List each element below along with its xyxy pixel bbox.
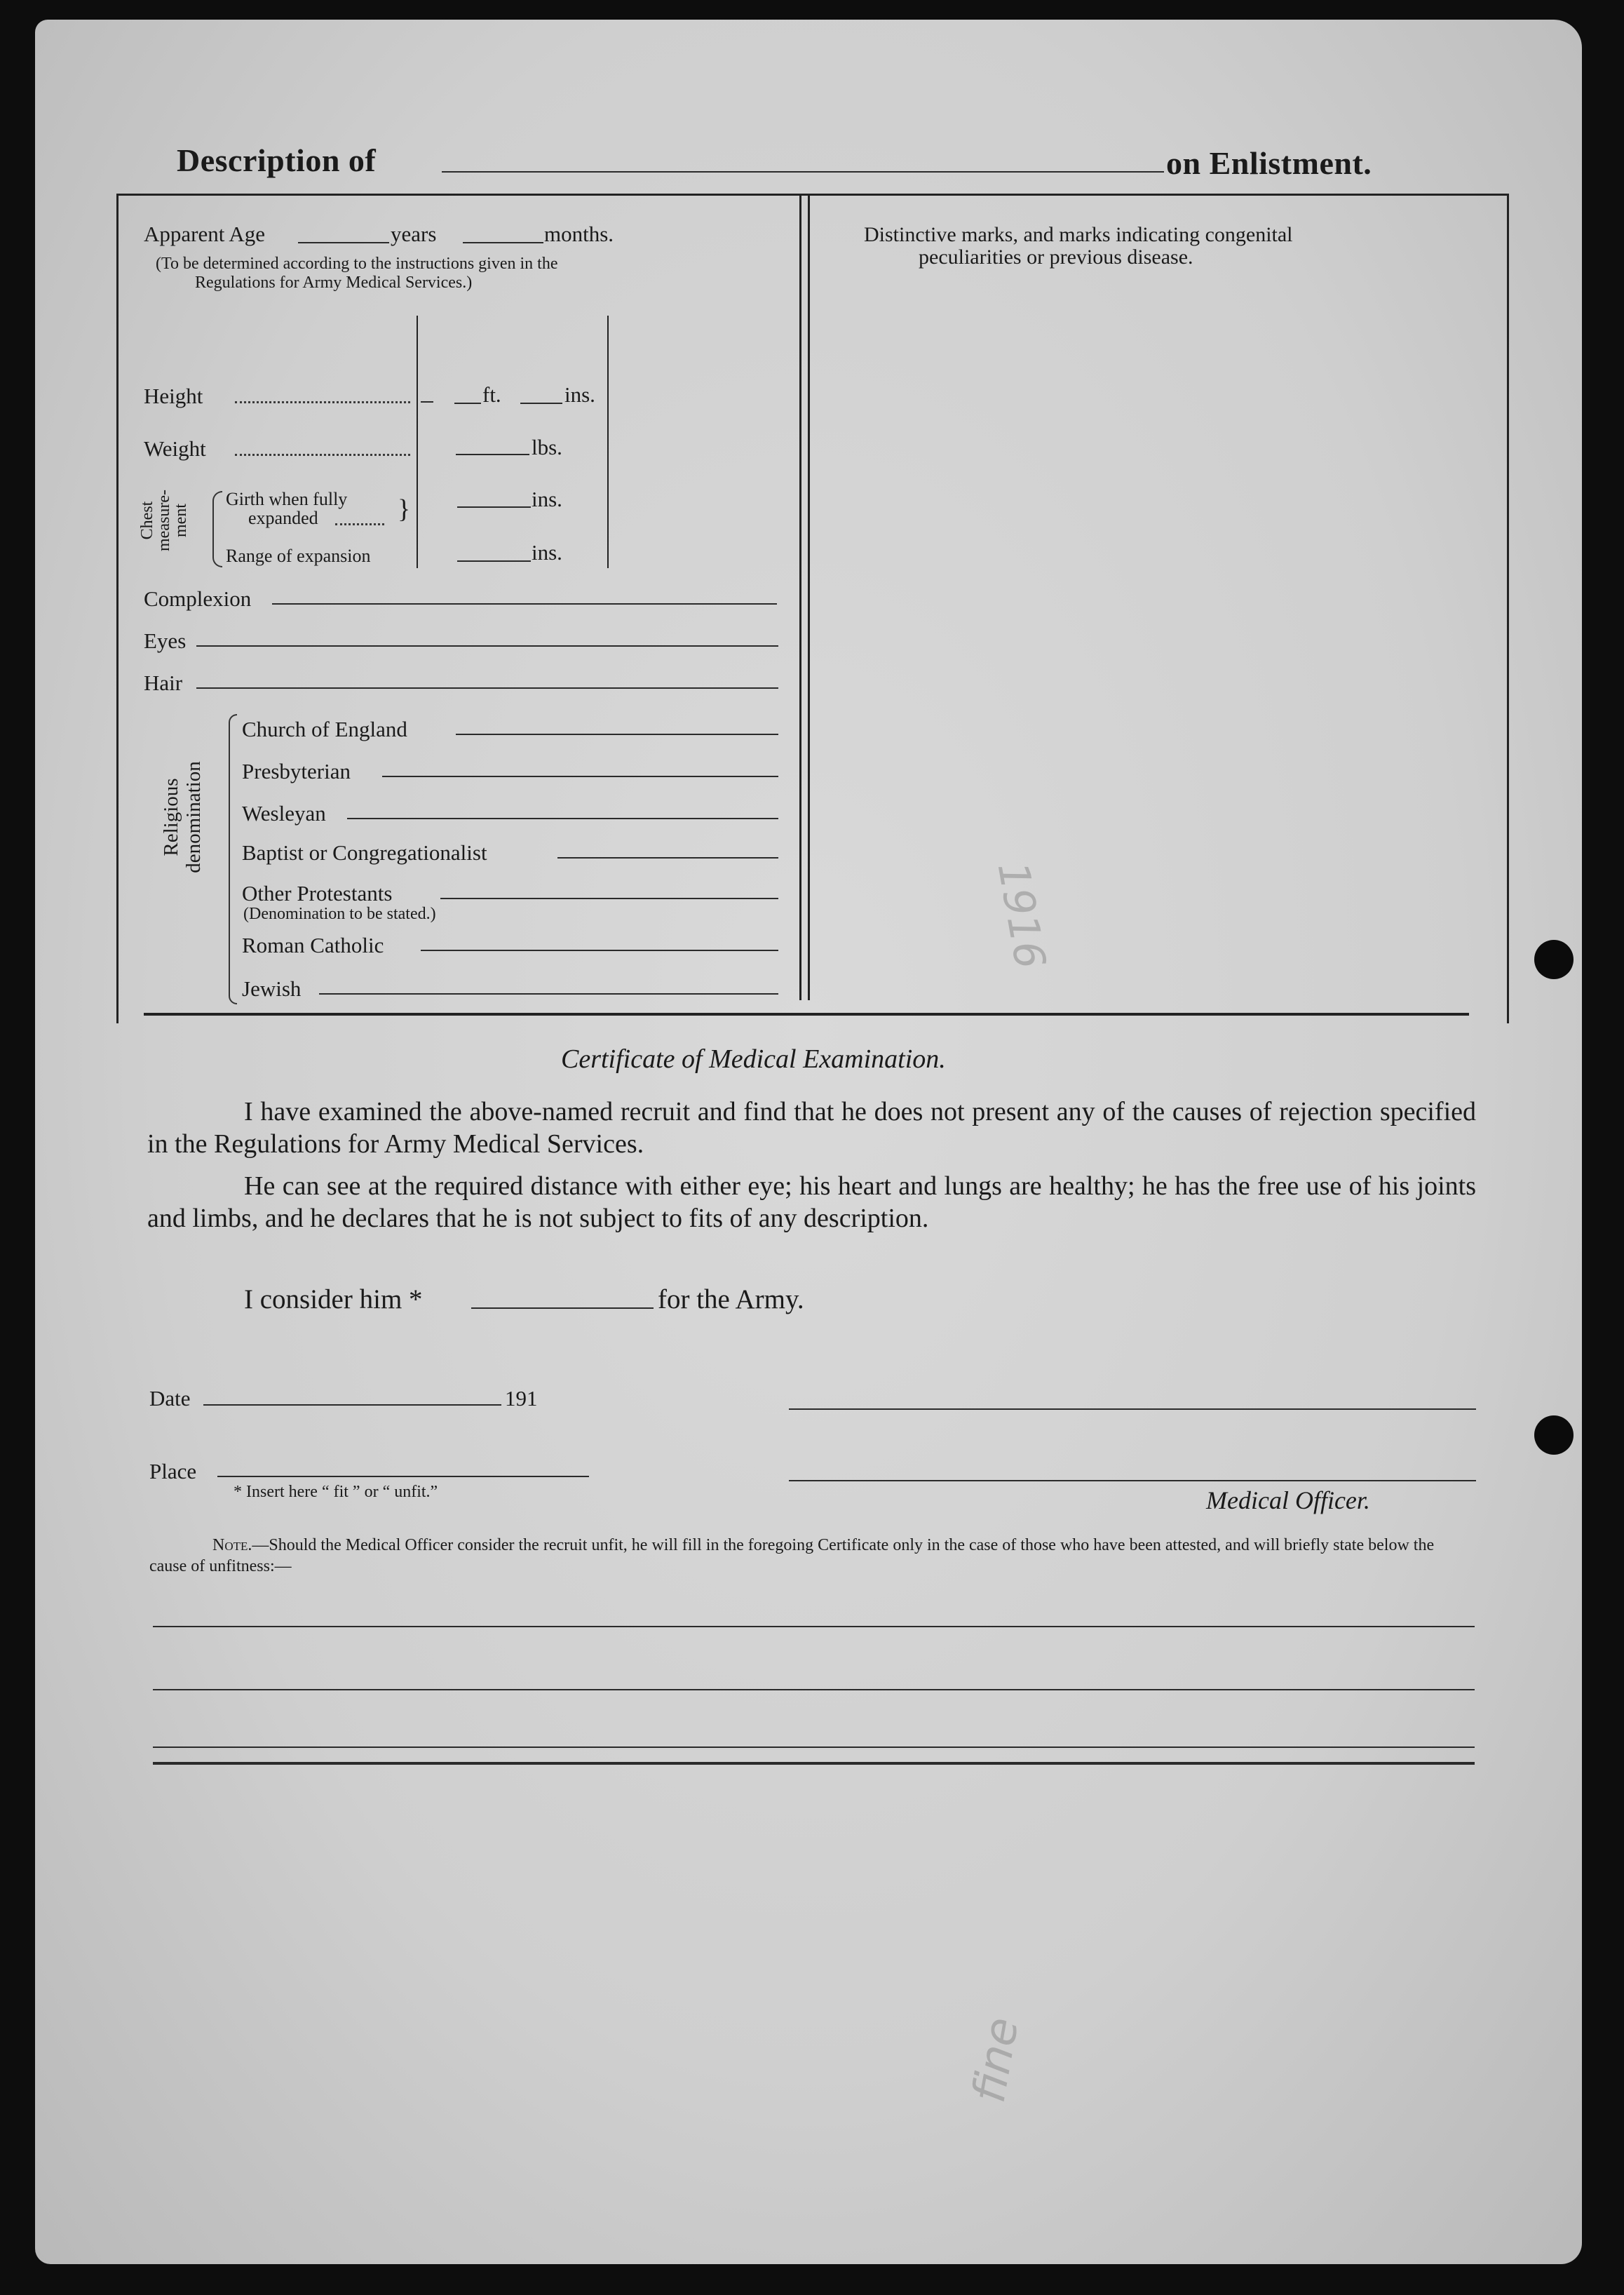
signature-line-1[interactable]: [789, 1408, 1476, 1410]
girth-field[interactable]: [457, 506, 531, 508]
lbs-label: lbs.: [532, 435, 562, 459]
religion-rc-label: Roman Catholic: [242, 933, 384, 957]
religion-other-note: (Denomination to be stated.): [243, 905, 436, 923]
height-ins-field[interactable]: [520, 403, 562, 404]
enlistment-name-line[interactable]: [442, 171, 1164, 173]
religion-wesleyan-label: Wesleyan: [242, 801, 326, 826]
religion-other-label: Other Protestants: [242, 881, 393, 906]
religion-coe-field[interactable]: [456, 734, 778, 735]
complexion-label: Complexion: [144, 586, 252, 611]
date-field[interactable]: [203, 1404, 501, 1406]
religion-other-field[interactable]: [440, 898, 778, 899]
age-months-field[interactable]: [463, 242, 543, 243]
height-ft-field[interactable]: [454, 403, 481, 404]
years-label: years: [391, 222, 437, 246]
religion-baptist-label: Baptist or Congregationalist: [242, 840, 487, 865]
ins-label-height: ins.: [564, 382, 595, 407]
chest-brace: [212, 491, 222, 567]
ins-label-girth: ins.: [532, 487, 562, 511]
age-note-line-2: Regulations for Army Medical Services.): [195, 274, 473, 292]
measure-col-left: [417, 316, 418, 568]
place-field[interactable]: [217, 1476, 589, 1477]
year-prefix: 191: [505, 1386, 538, 1411]
ins-label-range: ins.: [532, 540, 562, 565]
signature-line-2[interactable]: [789, 1480, 1476, 1481]
hair-label: Hair: [144, 671, 183, 695]
apparent-age-label: Apparent Age: [144, 222, 266, 246]
unfitness-line-2[interactable]: [153, 1689, 1475, 1690]
girth-label-1: Girth when fully: [226, 489, 348, 509]
consider-label: I consider him *: [244, 1284, 423, 1314]
certificate-paragraph-2: He can see at the required distance with either eye; his heart and lungs are healthy; he has the free use of his joints and limbs, and he declares that he is not subject to fits of any description.: [147, 1171, 1476, 1233]
weight-leader: [235, 454, 410, 456]
religion-presbyterian-label: Presbyterian: [242, 759, 351, 783]
medical-officer-label: Medical Officer.: [1206, 1486, 1370, 1514]
age-years-field[interactable]: [298, 242, 389, 243]
distinctive-marks-area[interactable]: [813, 281, 1494, 1003]
header-title-left: Description of: [177, 142, 377, 178]
religion-baptist-field[interactable]: [557, 857, 778, 859]
eyes-field[interactable]: [196, 645, 778, 647]
girth-label-2: expanded: [248, 508, 318, 528]
pencil-mark: 1916: [987, 858, 1055, 973]
girth-brace-close: }: [398, 494, 411, 524]
height-leader: [235, 401, 410, 403]
religion-wesleyan-field[interactable]: [347, 818, 778, 819]
header-title-right: on Enlistment.: [1166, 145, 1372, 181]
chest-measurement-label: Chest measure- ment: [138, 490, 190, 551]
range-label: Range of expansion: [226, 546, 371, 566]
punch-hole-upper: [1534, 940, 1574, 979]
religion-brace: [229, 714, 237, 1004]
measure-col-right: [607, 316, 609, 568]
certificate-title: Certificate of Medical Examination.: [561, 1044, 946, 1074]
religion-rc-field[interactable]: [421, 950, 778, 951]
eyes-label: Eyes: [144, 628, 187, 653]
hair-field[interactable]: [196, 687, 778, 689]
weight-label: Weight: [144, 436, 206, 461]
religious-denomination-label: Religious denomination: [160, 761, 205, 873]
girth-leader: [335, 523, 384, 525]
religion-jewish-field[interactable]: [319, 993, 778, 995]
range-field[interactable]: [457, 560, 531, 562]
religion-presbyterian-field[interactable]: [382, 776, 778, 777]
place-label: Place: [149, 1459, 197, 1483]
months-label: months.: [544, 222, 614, 246]
certificate-paragraph-1: I have examined the above-named recruit and find that he does not present any of the causes of rejection specified in the Regulations for Army Medical Services.: [147, 1097, 1476, 1159]
height-label: Height: [144, 384, 203, 408]
pencil-mark: fine: [963, 2013, 1029, 2107]
distinctive-marks-line-2: peculiarities or previous disease.: [919, 245, 1193, 269]
unfitness-line-3[interactable]: [153, 1747, 1475, 1748]
height-dash: [421, 401, 433, 403]
weight-field[interactable]: [456, 454, 529, 455]
unfitness-line-1[interactable]: [153, 1626, 1475, 1627]
for-the-army-label: for the Army.: [658, 1284, 804, 1314]
complexion-field[interactable]: [272, 603, 777, 605]
unfitness-note: Note.—Should the Medical Officer consider the recruit unfit, he will fill in the foregoing Certificate only in the case of those who have been attested, and will briefly state below the cause of unfitness:—: [149, 1536, 1435, 1575]
panel-bottom-rule: [144, 1013, 1469, 1016]
age-note-line-1: (To be determined according to the instructions given in the: [156, 255, 558, 273]
date-label: Date: [149, 1386, 191, 1411]
religion-jewish-label: Jewish: [242, 976, 302, 1001]
panel-divider-inner: [808, 194, 810, 1000]
fitness-field[interactable]: [471, 1307, 654, 1309]
religion-coe-label: Church of England: [242, 717, 407, 741]
punch-hole-lower: [1534, 1415, 1574, 1455]
distinctive-marks-line-1: Distinctive marks, and marks indicating congenital: [864, 223, 1293, 246]
closing-rule: [153, 1762, 1475, 1765]
ft-label: ft.: [482, 382, 501, 407]
panel-divider: [799, 194, 801, 1000]
insert-note: * Insert here “ fit ” or “ unfit.”: [234, 1483, 438, 1501]
